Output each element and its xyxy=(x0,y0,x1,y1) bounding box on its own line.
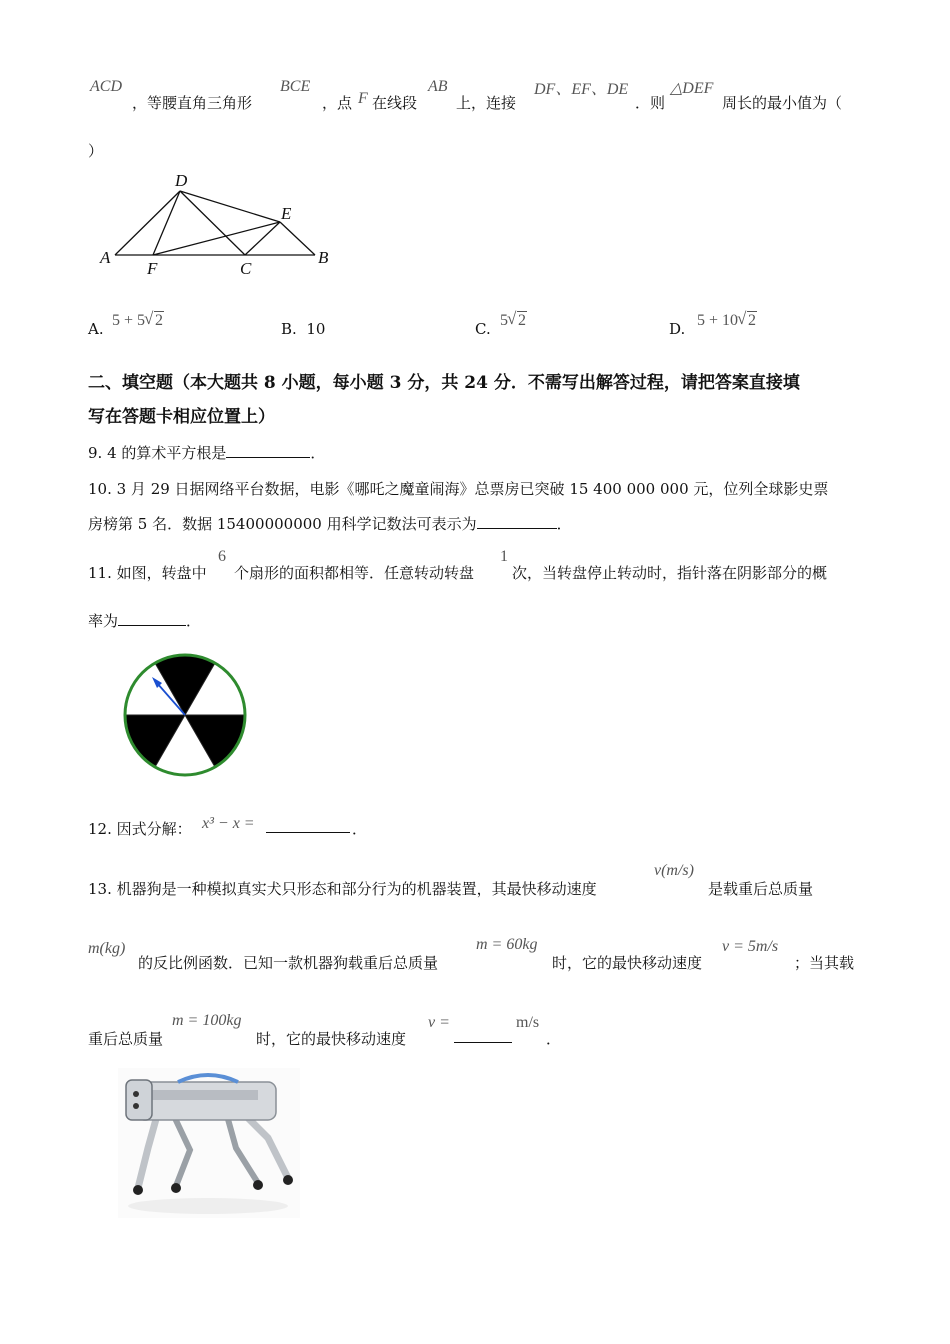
label-f: F xyxy=(147,259,158,278)
math-one: 1 xyxy=(500,548,508,565)
math-m-unit: m(kg) xyxy=(88,940,126,957)
text: 的反比例函数．已知一款机器狗载重后总质量 xyxy=(138,954,439,972)
question-13-line1 xyxy=(88,860,878,896)
text: 是载重后总质量 xyxy=(708,880,814,898)
text: 重后总质量 xyxy=(88,1030,164,1048)
section-heading-line1: 二、填空题（本大题共 8 小题，每小题 3 分，共 24 分．不需写出解答过程，请把答案直接填 xyxy=(88,373,800,393)
option-value: 10 xyxy=(306,320,326,338)
section-heading-line2: 写在答题卡相应位置上） xyxy=(88,407,275,427)
math-unit: m/s xyxy=(516,1014,540,1031)
text: ，点 xyxy=(322,94,353,112)
answer-blank[interactable] xyxy=(118,611,186,626)
segment-ad xyxy=(115,191,180,255)
option-value: 5 + 10√ 2 xyxy=(697,312,757,330)
text: 时，它的最快移动速度 xyxy=(552,954,703,972)
label-b: B xyxy=(318,248,329,267)
label-a: A xyxy=(100,248,111,267)
question-12 xyxy=(88,812,488,842)
label-d: D xyxy=(175,171,188,190)
segment-df xyxy=(153,191,180,255)
text: ． xyxy=(546,1030,562,1048)
math-f: F xyxy=(358,90,368,107)
question-9: 9. 4 的算术平方根是 ． xyxy=(88,444,326,462)
answer-blank[interactable] xyxy=(477,514,557,529)
q8-line2: ） xyxy=(88,142,104,160)
answer-blank[interactable] xyxy=(226,443,310,458)
math-df-ef-de: DF、EF、DE xyxy=(534,81,629,98)
option-letter: D. xyxy=(669,320,686,338)
math-bce: BCE xyxy=(280,78,311,95)
segment-eb xyxy=(280,222,315,255)
option-letter: C. xyxy=(475,320,491,338)
math-v-eq: v = xyxy=(428,1014,450,1031)
question-10-line1: 10. 3 月 29 日据网络平台数据，电影《哪吒之魔童闹海》总票房已突破 15 400 000 000 元，位列全球影史票 xyxy=(88,480,829,498)
text: 12. 因式分解： xyxy=(88,820,192,838)
text: ．则 xyxy=(635,94,666,112)
spinner-figure xyxy=(120,652,250,778)
text: 次，当转盘停止转动时，指针落在阴影部分的概 xyxy=(512,564,828,582)
option-letter: A. xyxy=(88,320,104,338)
math-v-unit: v(m/s) xyxy=(654,862,694,879)
text: 个扇形的面积都相等．任意转动转盘 xyxy=(234,564,475,582)
question-11-line1 xyxy=(88,548,878,584)
label-c: C xyxy=(240,259,252,278)
q8-geometry-figure xyxy=(95,168,345,280)
option-value: 5 + 5√ 2 xyxy=(112,312,164,330)
math-acd: ACD xyxy=(90,78,122,95)
math-v-5: v = 5m/s xyxy=(722,938,779,955)
option-value: 5√ 2 xyxy=(500,312,527,330)
robot-dog-image xyxy=(118,1068,300,1218)
text: 11. 如图，转盘中 xyxy=(88,564,207,582)
math-triangle-def: △DEF xyxy=(670,80,714,97)
text: 时，它的最快移动速度 xyxy=(256,1030,407,1048)
math-expression: x³ − x = xyxy=(202,815,255,832)
question-10-line2: 房榜第 5 名．数据 15400000000 用科学记数法可表示为 ． xyxy=(88,515,572,533)
text: 周长的最小值为（ xyxy=(722,94,843,112)
math-ab: AB xyxy=(428,78,448,95)
question-13-line3 xyxy=(88,1010,688,1050)
answer-blank[interactable] xyxy=(266,818,350,833)
math-m-100: m = 100kg xyxy=(172,1012,242,1029)
answer-blank[interactable] xyxy=(454,1028,512,1043)
text: ，等腰直角三角形 xyxy=(132,94,253,112)
text: 在线段 xyxy=(372,94,418,112)
q8-line1 xyxy=(90,78,890,118)
text: ． xyxy=(352,820,368,838)
question-13-line2 xyxy=(88,934,878,974)
text: ；当其载 xyxy=(794,954,855,972)
text: 上，连接 xyxy=(456,94,517,112)
math-six: 6 xyxy=(218,548,226,565)
text: 13. 机器狗是一种模拟真实犬只形态和部分行为的机器装置，其最快移动速度 xyxy=(88,880,597,898)
math-m-60: m = 60kg xyxy=(476,936,538,953)
option-letter: B. xyxy=(281,320,297,338)
question-11-line2: 率为 ． xyxy=(88,612,202,630)
label-e: E xyxy=(281,204,292,223)
option-b[interactable] xyxy=(281,320,325,338)
